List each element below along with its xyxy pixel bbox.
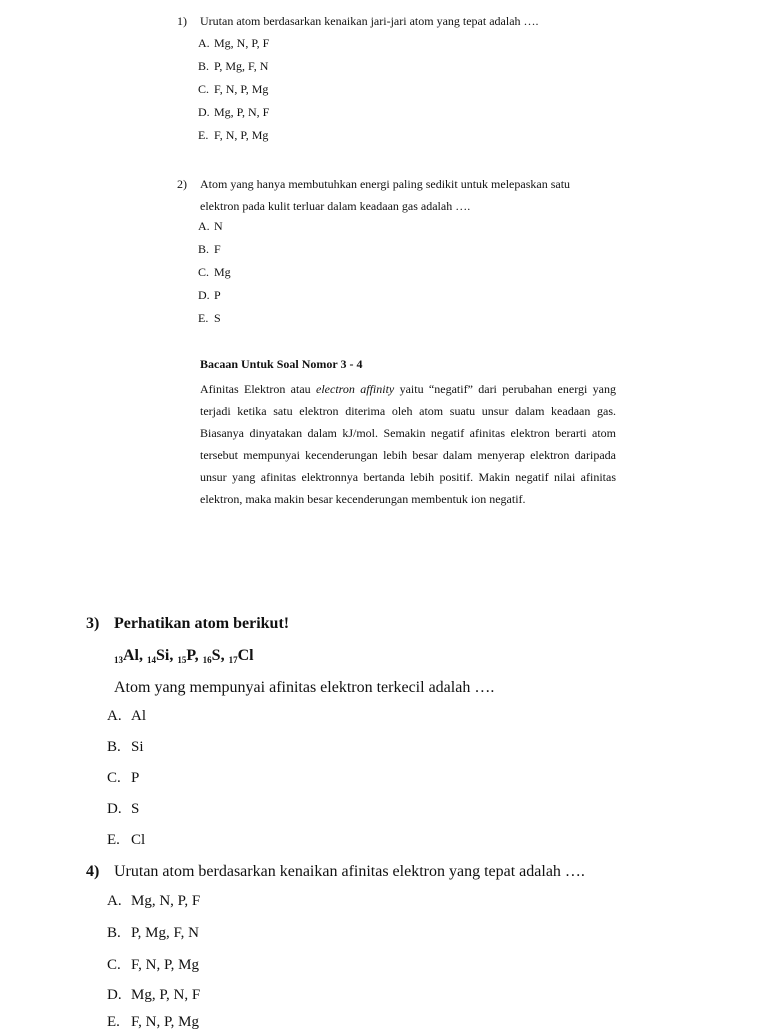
question-3-stem: Perhatikan atom berikut!	[114, 615, 290, 632]
answer-option-c[interactable]: C. P	[107, 770, 140, 786]
answer-option-c[interactable]: C. F, N, P, Mg	[107, 957, 199, 973]
question-3-question: Atom yang mempunyai afinitas elektron terkecil adalah ….	[114, 679, 495, 696]
atom-list: $_{13}$Al, $_{14}$Si, $_{15}$P, $_{16}$S, $_{17}$Cl	[114, 647, 254, 665]
answer-option-d[interactable]: D. P	[198, 288, 221, 302]
question-number: 1)	[177, 14, 187, 28]
answer-option-a[interactable]: A. Al	[107, 708, 146, 724]
question-number: 2)	[177, 177, 187, 191]
question-3-number: 3)	[86, 615, 100, 632]
answer-option-c[interactable]: C. F, N, P, Mg	[198, 82, 269, 96]
atom-al: $_{13}$Al	[114, 647, 139, 665]
answer-option-b[interactable]: B. Si	[107, 739, 144, 755]
passage-title: Bacaan Untuk Soal Nomor 3 - 4	[200, 357, 363, 371]
answer-option-a[interactable]: A. Mg, N, P, F	[107, 893, 201, 909]
answer-option-e[interactable]: E. S	[198, 311, 221, 325]
atom-p: $_{15}$P	[177, 647, 195, 665]
answer-option-e[interactable]: E. F, N, P, Mg	[107, 1014, 199, 1030]
question-4-stem: Urutan atom berdasarkan kenaikan afinitas elektron yang tepat adalah ….	[114, 863, 585, 880]
answer-option-a[interactable]: A. N	[198, 219, 223, 233]
answer-option-b[interactable]: B. F	[198, 242, 221, 256]
answer-option-e[interactable]: E. F, N, P, Mg	[198, 128, 269, 142]
question-4-number: 4)	[86, 863, 100, 880]
answer-option-a[interactable]: A. Mg, N, P, F	[198, 36, 270, 50]
answer-option-b[interactable]: B. P, Mg, F, N	[107, 925, 199, 941]
atom-si: $_{14}$Si	[147, 647, 170, 665]
question-stem-line-1: Atom yang hanya membutuhkan energi paling sedikit untuk melepaskan satu	[200, 177, 571, 191]
question-stem-line-2: elektron pada kulit terluar dalam keadaan gas adalah ….	[200, 199, 471, 213]
question-stem: Urutan atom berdasarkan kenaikan jari-jari atom yang tepat adalah ….	[200, 14, 539, 28]
atom-s: $_{16}$S	[202, 647, 221, 665]
passage-italic-term: electron affinity	[316, 382, 395, 396]
answer-option-d[interactable]: D. Mg, P, N, F	[107, 987, 201, 1003]
passage-body: Afinitas Elektron atau electron affinity yaitu “negatif” dari perubahan energi yang terjadi ketika satu elektron diterima oleh atom suatu unsur dalam keadaan gas. Biasanya dinyatakan dalam kJ/mol. Semakin negatif afinitas elektron berarti atom tersebut mempunyai kecenderungan lebih besar dalam menyerap elektron daripada unsur yang afinitas elektronnya bertanda lebih positif. Makin negatif nilai afinitas elektron, maka makin besar kecenderungan membentuk ion negatif.	[200, 382, 617, 506]
answer-option-c[interactable]: C. Mg	[198, 265, 231, 279]
answer-option-b[interactable]: B. P, Mg, F, N	[198, 59, 269, 73]
answer-option-d[interactable]: D. Mg, P, N, F	[198, 105, 270, 119]
answer-option-d[interactable]: D. S	[107, 801, 140, 817]
answer-option-e[interactable]: E. Cl	[107, 832, 146, 848]
atom-cl: $_{17}$Cl	[228, 647, 254, 665]
